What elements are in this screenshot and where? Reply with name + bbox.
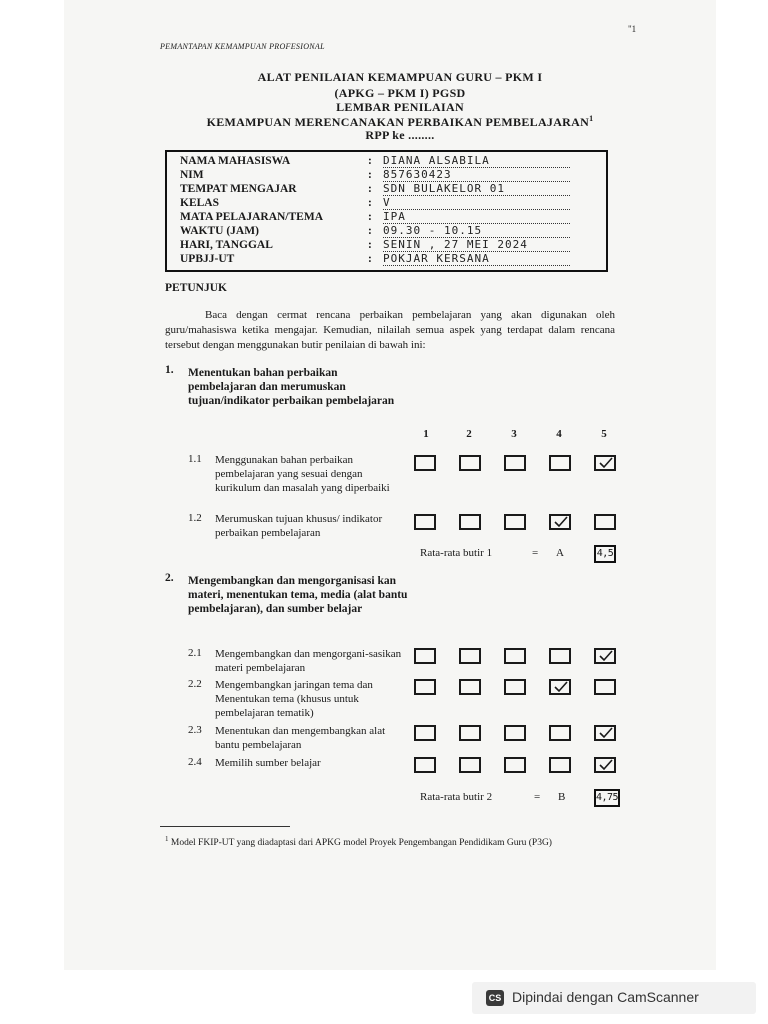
info-value: SDN BULAKELOR 01 <box>383 183 570 196</box>
checkmark-icon <box>598 456 614 470</box>
score-checkbox[interactable] <box>504 455 526 471</box>
score-checkbox[interactable] <box>504 648 526 664</box>
score-checkbox[interactable] <box>549 725 571 741</box>
info-label: WAKTU (JAM) <box>180 225 259 237</box>
score-checkbox[interactable] <box>549 455 571 471</box>
section-2-title: Mengembangkan dan mengorganisasi kan materi, menentukan tema, media (alat bantu pembelajaran), dan sumber belajar <box>188 575 408 615</box>
item-2-3-text: Menentukan dan mengembangkan alat bantu pembelajaran <box>215 725 386 751</box>
info-label: MATA PELAJARAN/TEMA <box>180 211 324 223</box>
info-label: NIM <box>180 169 204 181</box>
info-label: UPBJJ-UT <box>180 253 235 265</box>
info-colon: : <box>368 253 372 265</box>
camscanner-watermark <box>472 982 756 1014</box>
title-line-2: (APKG – PKM I) PGSD <box>334 86 466 100</box>
average-1-letter: A <box>556 547 564 559</box>
footnote <box>165 835 552 848</box>
scale-label: 1 <box>423 428 429 440</box>
item-2-4-number: 2.4 <box>188 756 202 768</box>
info-label: TEMPAT MENGAJAR <box>180 183 297 195</box>
score-checkbox[interactable] <box>414 757 436 773</box>
average-1-label: Rata-rata butir 1 <box>420 547 493 559</box>
score-checkbox[interactable] <box>549 757 571 773</box>
item-1-1-text: Menggunakan bahan perbaikan pembelajaran yang sesuai dengan kurikulum dan masalah yang diperbaiki <box>215 454 390 494</box>
checkmark-icon <box>598 649 614 663</box>
info-value: V <box>383 197 570 210</box>
section-1-number: 1. <box>165 364 174 376</box>
score-checkbox[interactable] <box>414 648 436 664</box>
score-checkbox[interactable] <box>414 725 436 741</box>
score-checkbox[interactable] <box>459 514 481 530</box>
running-head: PEMANTAPAN KEMAMPUAN PROFESIONAL <box>160 42 325 51</box>
score-checkbox-checked[interactable] <box>594 455 616 471</box>
checkmark-icon <box>598 726 614 740</box>
petunjuk-text: Baca dengan cermat rencana perbaikan pembelajaran yang akan digunakan oleh guru/mahasiswa ketika mengajar. Kemudian, nilailah semua aspek yang terdapat dalam rencana tersebut dengan menggunakan butir penilaian di bawah ini: <box>165 309 615 351</box>
item-2-2-number: 2.2 <box>188 678 202 690</box>
title-line-4-text: KEMAMPUAN MERENCANAKAN PERBAIKAN PEMBELAJARAN <box>206 115 590 129</box>
title-line-3: LEMBAR PENILAIAN <box>336 100 464 114</box>
scale-label: 5 <box>601 428 607 440</box>
average-2-letter: B <box>558 791 566 803</box>
info-value: IPA <box>383 211 570 224</box>
score-checkbox[interactable] <box>414 514 436 530</box>
corner-mark: "1 <box>628 24 637 34</box>
footnote-text: Model FKIP-UT yang diadaptasi dari APKG model Proyek Pengembangan Pendidikam Guru (P3G) <box>170 838 552 849</box>
info-value: 857630423 <box>383 169 570 182</box>
title-line-1: ALAT PENILAIAN KEMAMPUAN GURU – PKM I <box>257 70 543 84</box>
score-checkbox[interactable] <box>459 648 481 664</box>
info-value: SENIN , 27 MEI 2024 <box>383 239 570 252</box>
average-2-equals: = <box>534 791 541 803</box>
info-colon: : <box>368 225 372 237</box>
camscanner-text: Dipindai dengan CamScanner <box>512 989 699 1005</box>
camscanner-logo-icon: CS <box>486 990 504 1006</box>
info-label: KELAS <box>180 197 219 209</box>
checkmark-icon <box>553 680 569 694</box>
score-checkbox[interactable] <box>504 679 526 695</box>
score-checkbox[interactable] <box>414 679 436 695</box>
info-label: NAMA MAHASISWA <box>180 155 291 167</box>
section-2-number: 2. <box>165 572 174 584</box>
average-2-label: Rata-rata butir 2 <box>420 791 493 803</box>
score-checkbox-checked[interactable] <box>549 514 571 530</box>
item-1-1-number: 1.1 <box>188 453 202 465</box>
item-1-2-number: 1.2 <box>188 512 202 524</box>
score-checkbox[interactable] <box>504 514 526 530</box>
info-colon: : <box>368 155 372 167</box>
average-2-value: 4,75 <box>594 789 620 807</box>
score-checkbox-checked[interactable] <box>594 757 616 773</box>
score-checkbox[interactable] <box>459 679 481 695</box>
item-2-4-text: Memilih sumber belajar <box>215 757 321 769</box>
score-checkbox[interactable] <box>459 455 481 471</box>
score-checkbox-checked[interactable] <box>594 725 616 741</box>
footnote-mark: 1 <box>165 835 169 843</box>
score-checkbox[interactable] <box>459 725 481 741</box>
info-value: DIANA ALSABILA <box>383 155 570 168</box>
footnote-rule <box>160 826 290 827</box>
scale-label: 3 <box>511 428 517 440</box>
item-2-2-text: Mengembangkan jaringan tema dan Menentukan tema (khusus untuk pembelajaran tematik) <box>215 679 373 719</box>
score-checkbox[interactable] <box>594 679 616 695</box>
scale-label: 2 <box>466 428 472 440</box>
score-checkbox[interactable] <box>549 648 571 664</box>
info-colon: : <box>368 183 372 195</box>
checkmark-icon <box>553 515 569 529</box>
title-footnote-mark: 1 <box>589 114 594 123</box>
info-colon: : <box>368 211 372 223</box>
section-1-title: Menentukan bahan perbaikan pembelajaran dan merumuskan tujuan/indikator perbaikan pembelajaran <box>188 367 395 407</box>
score-checkbox[interactable] <box>594 514 616 530</box>
score-checkbox-checked[interactable] <box>594 648 616 664</box>
scale-label: 4 <box>556 428 562 440</box>
item-2-1-text: Mengembangkan dan mengorgani-sasikan materi pembelajaran <box>215 648 402 674</box>
info-colon: : <box>368 169 372 181</box>
score-checkbox[interactable] <box>459 757 481 773</box>
score-checkbox-checked[interactable] <box>549 679 571 695</box>
checkmark-icon <box>598 758 614 772</box>
info-colon: : <box>368 239 372 251</box>
info-label: HARI, TANGGAL <box>180 239 273 251</box>
score-checkbox[interactable] <box>504 725 526 741</box>
score-checkbox[interactable] <box>414 455 436 471</box>
petunjuk-heading: PETUNJUK <box>165 282 227 294</box>
title-line-5: RPP ke ........ <box>365 128 435 142</box>
info-value: POKJAR KERSANA <box>383 253 570 266</box>
average-1-value: 4,5 <box>594 545 616 563</box>
info-value: 09.30 - 10.15 <box>383 225 570 238</box>
item-2-1-number: 2.1 <box>188 647 202 659</box>
item-1-2-text: Merumuskan tujuan khusus/ indikator perbaikan pembelajaran <box>215 513 383 539</box>
item-2-3-number: 2.3 <box>188 724 202 736</box>
score-checkbox[interactable] <box>504 757 526 773</box>
info-colon: : <box>368 197 372 209</box>
average-1-equals: = <box>532 547 539 559</box>
